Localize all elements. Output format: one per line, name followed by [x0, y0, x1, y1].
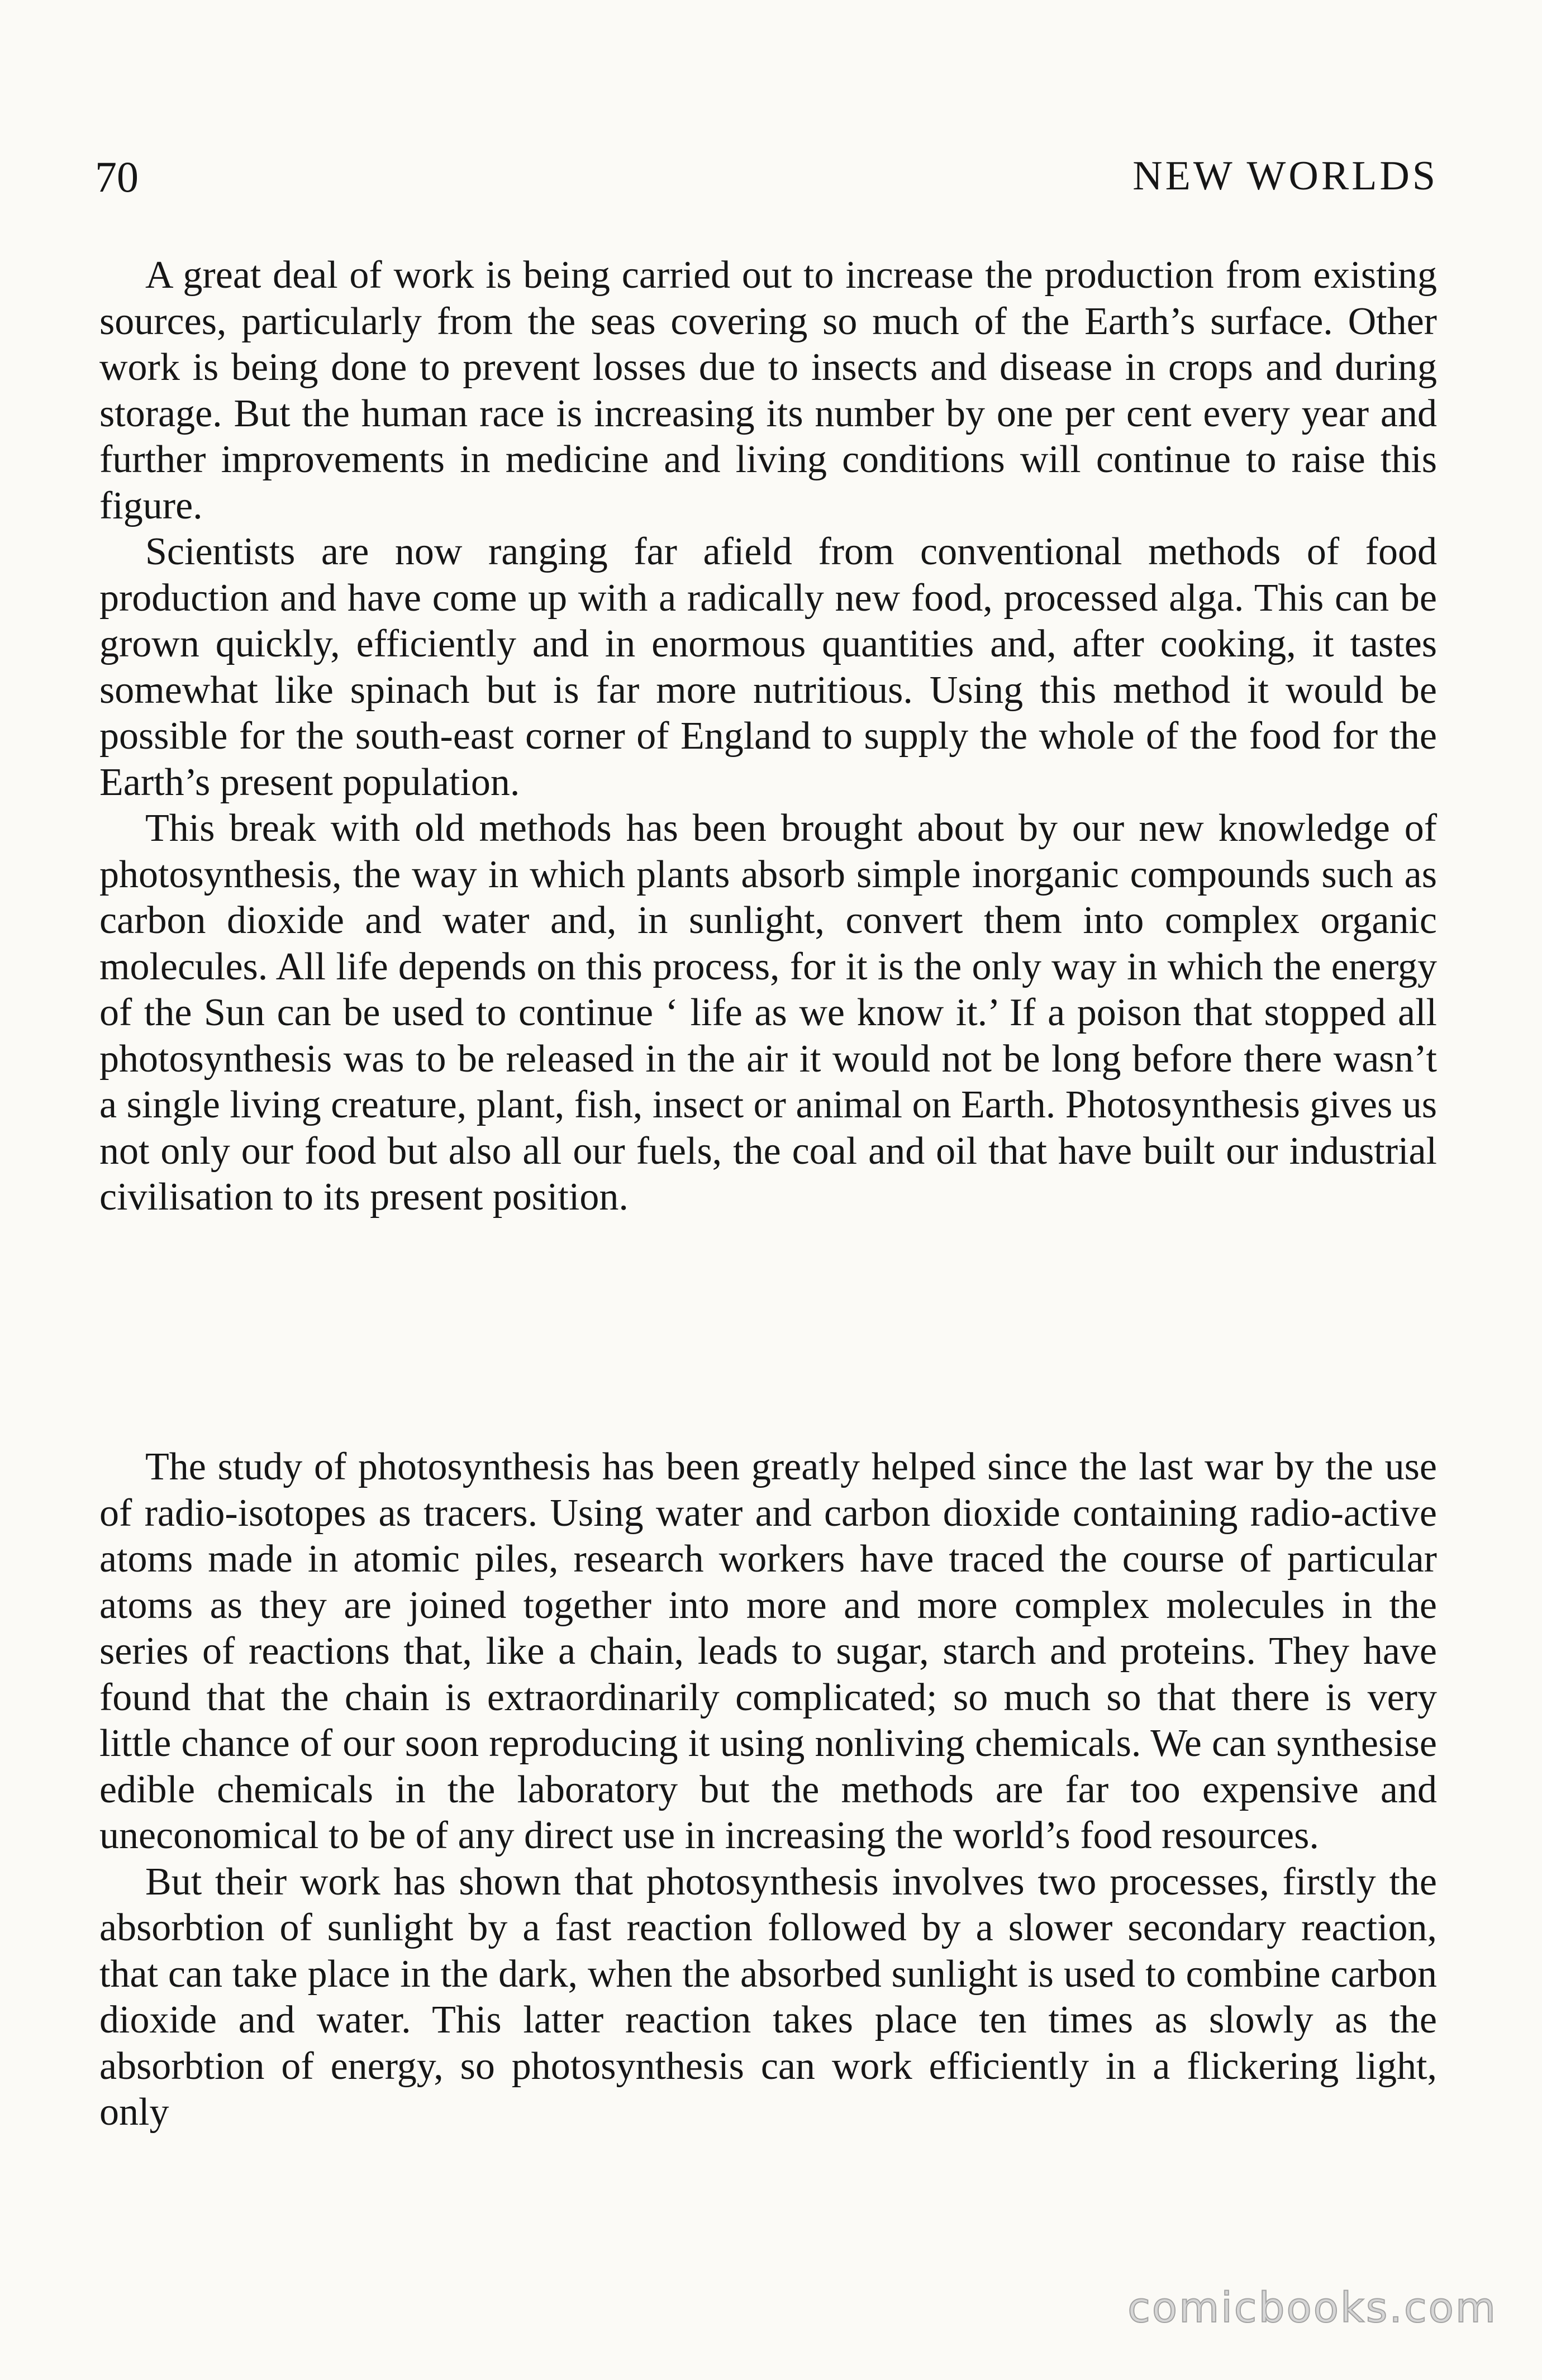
- paragraph: The study of photosynthesis has been greatly helped since the last war by the use of radio-isotopes as tracers. Using water and carbon dioxide containing radio-active atoms made in atomic piles, research workers have traced the course of particular atoms as they are joined together into more and more complex molecules in the series of reactions that, like a chain, leads to sugar, starch and proteins. They have found that the chain is extraordinarily complicated; so much so that there is very little chance of our soon reproducing it using nonliving chemicals. We can synthesise edible chemicals in the laboratory but the methods are far too expensive and uneconomical to be of any direct use in increasing the world’s food resources.: [99, 1445, 1437, 1857]
- paragraph: Scientists are now ranging far afield from conventional methods of food production and have come up with a radically new food, processed alga. This can be grown quickly, efficiently and in enormous quantities and, after cooking, it tastes somewhat like spinach but is far more nutritious. Using this method it would be possible for the south-east corner of England to supply the whole of the food for the Earth’s present population.: [99, 530, 1437, 804]
- paragraph: But their work has shown that photosynthesis involves two processes, firstly the absorbtion of sunlight by a fast reaction followed by a slower secondary reaction, that can take place in the dark, when the absorbed sunlight is used to combine carbon dioxide and water. This latter reaction takes place ten times as slowly as the absorbtion of energy, so photosynthesis can work efficiently in a flickering light, only: [99, 1860, 1437, 2134]
- paragraph: This break with old methods has been brought about by our new knowledge of photosynthesis, the way in which plants absorb simple inorganic compounds such as carbon dioxide and water and, in sunlight, convert them into complex organic molecules. All life depends on this process, for it is the only way in which the energy of the Sun can be used to continue ‘ life as we know it.’ If a poison that stopped all photosynthesis was to be released in the air it would not be long before there wasn’t a single living creature, plant, fish, insect or animal on Earth. Photosynthesis gives us not only our food but also all our fuels, the coal and oil that have built our industrial civilisation to its present position.: [99, 807, 1437, 1218]
- watermark: comicbooks.com: [1127, 2284, 1497, 2332]
- page-number: 70: [95, 153, 139, 201]
- paragraph: A great deal of work is being carried out to increase the production from existing sources, particularly from the seas covering so much of the Earth’s surface. Other work is being done to prevent losses due to insects and disease in crops and during storage. But the human race is increasing its number by one per cent every year and further improvements in medicine and living conditions will continue to raise this figure.: [99, 254, 1437, 527]
- running-head: NEW WORLDS: [1132, 153, 1438, 199]
- text-section-one: [99, 253, 1437, 1221]
- text-section-two: [99, 1444, 1437, 2136]
